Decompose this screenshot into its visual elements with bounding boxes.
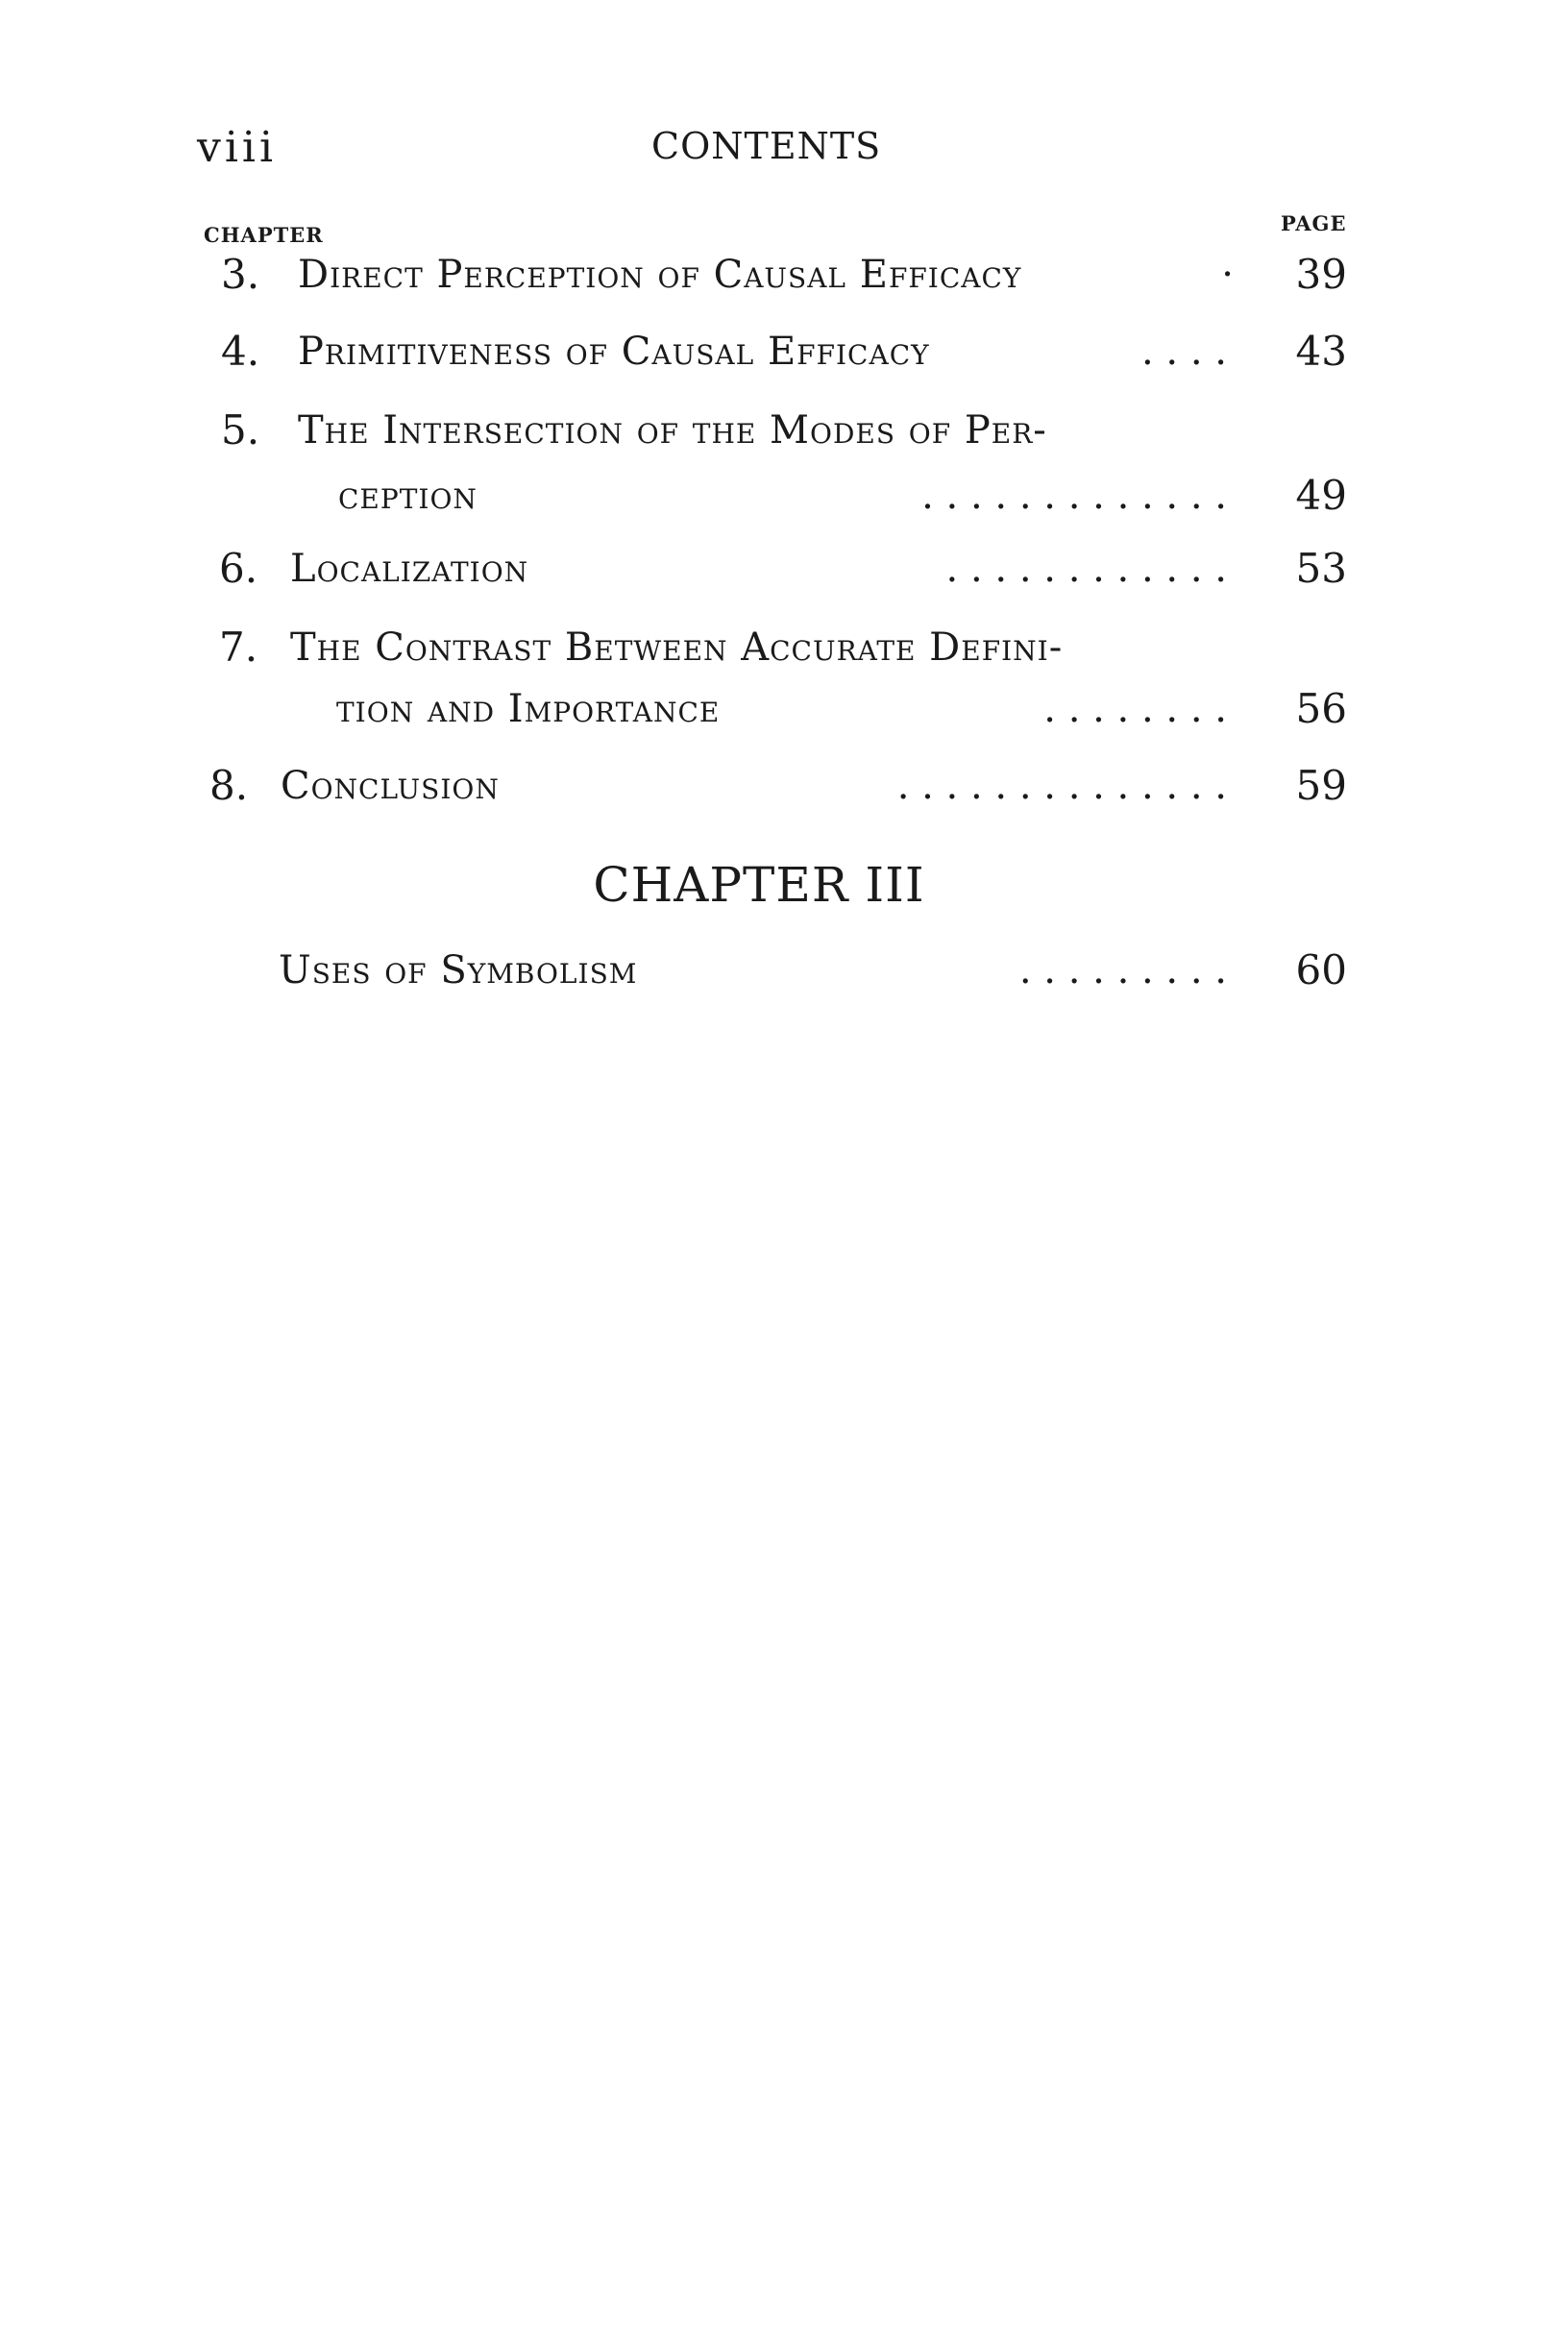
toc-entry-8 — [0, 757, 1568, 815]
entry-leader-dots: . . . . . . . . . . . . — [945, 547, 1227, 591]
entry-page: 60 — [1295, 946, 1347, 993]
entry-page: 56 — [1295, 685, 1347, 732]
chapter-heading: CHAPTER III — [593, 857, 925, 913]
page-number: viii — [197, 123, 278, 172]
entry-title-continuation: ception — [338, 474, 478, 518]
entry-title: The Intersection of the Modes of Per- — [298, 408, 1047, 453]
entry-number: 8. — [209, 762, 249, 809]
entry-leader-dots: . . . . . . . . . . . . . . — [896, 764, 1227, 808]
toc-entry-4 — [0, 323, 1568, 380]
entry-leader-dots: . . . . — [1140, 330, 1227, 374]
entry-page: 59 — [1295, 762, 1347, 809]
toc-entry-5-continuation — [0, 467, 1568, 525]
entry-number: 7. — [219, 624, 258, 671]
entry-leader-dots: . . . . . . . . — [1043, 687, 1227, 731]
entry-title: Conclusion — [281, 764, 500, 808]
toc-entry-7-continuation — [0, 680, 1568, 738]
entry-number: 5. — [221, 406, 260, 453]
entry-title: Localization — [290, 547, 529, 591]
running-head: CONTENTS — [651, 125, 882, 167]
entry-leader-dots: · — [1221, 253, 1234, 297]
entry-page: 43 — [1295, 328, 1347, 375]
entry-number: 3. — [221, 251, 260, 298]
entry-page: 53 — [1295, 545, 1347, 592]
entry-page: 49 — [1295, 472, 1347, 519]
entry-title: The Contrast Between Accurate Defini- — [290, 625, 1064, 670]
entry-page: 39 — [1295, 251, 1347, 298]
toc-entry-7 — [0, 619, 1568, 676]
entry-title: Direct Perception of Causal Efficacy — [298, 253, 1022, 297]
entry-leader-dots: . . . . . . . . . . . . . — [921, 474, 1227, 518]
toc-entry-5 — [0, 402, 1568, 459]
page-column-label: PAGE — [1281, 211, 1347, 235]
entry-number: 4. — [221, 328, 260, 375]
chapter-column-label: CHAPTER — [204, 223, 324, 247]
toc-entry-6 — [0, 540, 1568, 598]
entry-title-continuation: tion and Importance — [336, 687, 721, 731]
entry-title: Primitiveness of Causal Efficacy — [298, 330, 930, 374]
toc-entry-uses-of-symbolism — [0, 942, 1568, 999]
entry-leader-dots: . . . . . . . . . — [1018, 948, 1227, 992]
toc-entry-3 — [0, 246, 1568, 304]
entry-number: 6. — [219, 545, 258, 592]
entry-title: Uses of Symbolism — [279, 948, 638, 992]
